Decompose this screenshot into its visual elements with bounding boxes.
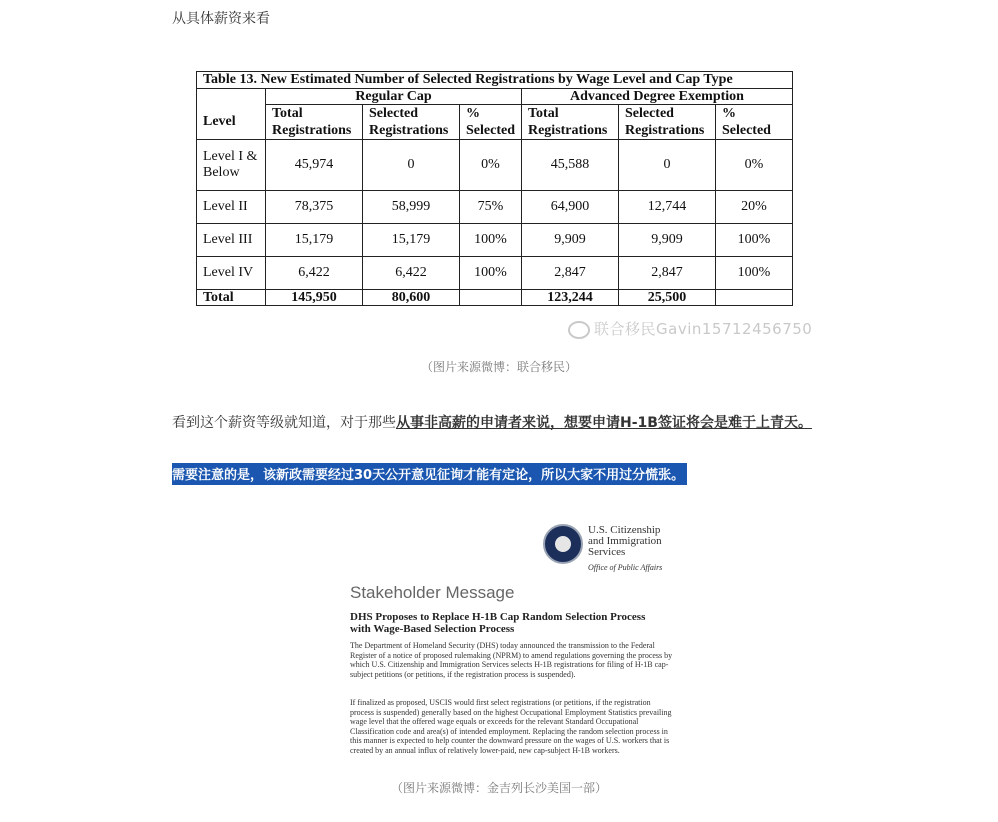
table-corner xyxy=(197,89,266,105)
notice-headline: DHS Proposes to Replace H-1B Cap Random Selection Process with Wage-Based Selection Process xyxy=(350,611,646,635)
table-cell: 9,909 xyxy=(521,224,618,257)
table-cell: 100% xyxy=(460,224,522,257)
table-cell: 25,500 xyxy=(618,290,715,306)
table-cell: 6,422 xyxy=(266,257,363,290)
weibo-icon xyxy=(568,321,590,339)
watermark-text: 联合移民Gavin15712456750 xyxy=(594,320,813,338)
table-cell: 20% xyxy=(715,191,792,224)
table-cell: 123,244 xyxy=(521,290,618,306)
agency-line: and Immigration xyxy=(588,535,662,547)
table-row xyxy=(197,224,793,257)
notice-body-1: The Department of Homeland Security (DHS) today announced the transmission to the Federal Register of a notice of proposed rulemaking (NPRM) to amend regulations governing the process by which U.S. Citizenship and Immigration Services selects H-1B registrations for filing of H-1B cap-subject petitions (or petitions, if the registration process is suspended). xyxy=(350,641,673,679)
table-cell: 12,744 xyxy=(618,191,715,224)
table-caption: Table 13. New Estimated Number of Selected Registrations by Wage Level and Cap Type xyxy=(197,72,793,89)
header-reg-selected: Selected Registrations xyxy=(363,105,460,140)
table-cell: 6,422 xyxy=(363,257,460,290)
paragraph-1-text: 看到这个薪资等级就知道，对于那些 xyxy=(172,415,396,431)
header-reg-total: Total Registrations xyxy=(266,105,363,140)
weibo-watermark xyxy=(568,318,812,339)
image-caption-2: （图片来源微博：金吉列长沙美国一部） xyxy=(390,781,607,795)
header-level: Level xyxy=(197,105,266,140)
stakeholder-title: Stakeholder Message xyxy=(350,583,515,602)
agency-line: U.S. Citizenship xyxy=(588,524,661,536)
paragraph-1 xyxy=(172,412,812,432)
office-name: Office of Public Affairs xyxy=(588,563,663,572)
table-cell: 0% xyxy=(460,140,522,191)
table-cell: 45,974 xyxy=(266,140,363,191)
table-cell: 0 xyxy=(363,140,460,191)
table-total-row xyxy=(197,290,793,306)
row-level: Level II xyxy=(197,191,266,224)
uscis-notice-image xyxy=(340,515,673,765)
table-cell: 9,909 xyxy=(618,224,715,257)
table-cell: 15,179 xyxy=(266,224,363,257)
group-advanced: Advanced Degree Exemption xyxy=(521,89,792,105)
group-regular: Regular Cap xyxy=(266,89,522,105)
row-level: Level IV xyxy=(197,257,266,290)
row-level: Level I & Below xyxy=(197,140,266,191)
header-adv-total: Total Registrations xyxy=(521,105,618,140)
table-row xyxy=(197,257,793,290)
dhs-seal-icon xyxy=(543,524,583,564)
header-reg-percent: % Selected xyxy=(460,105,522,140)
table-cell: 80,600 xyxy=(363,290,460,306)
wage-table xyxy=(196,71,793,306)
table-cell: 100% xyxy=(715,257,792,290)
agency-line: Services xyxy=(588,546,626,558)
agency-name xyxy=(588,525,662,573)
table-cell xyxy=(460,290,522,306)
row-level: Level III xyxy=(197,224,266,257)
table-cell: 0% xyxy=(715,140,792,191)
table-cell xyxy=(715,290,792,306)
table-cell: 100% xyxy=(460,257,522,290)
table-cell: 100% xyxy=(715,224,792,257)
table-cell: 145,950 xyxy=(266,290,363,306)
total-label: Total xyxy=(197,290,266,306)
header-adv-percent: % Selected xyxy=(715,105,792,140)
paragraph-2-highlight: 需要注意的是，该新政需要经过30天公开意见征询才能有定论，所以大家不用过分慌张。 xyxy=(172,463,687,485)
table-cell: 15,179 xyxy=(363,224,460,257)
table-cell: 75% xyxy=(460,191,522,224)
table-cell: 2,847 xyxy=(521,257,618,290)
table-cell: 45,588 xyxy=(521,140,618,191)
header-adv-selected: Selected Registrations xyxy=(618,105,715,140)
image-caption-1: （图片来源微博：联合移民） xyxy=(420,360,577,374)
paragraph-1-emphasis: 从事非高薪的申请者来说，想要申请H-1B签证将会是难于上青天。 xyxy=(396,415,812,431)
table-cell: 58,999 xyxy=(363,191,460,224)
wage-table-image xyxy=(180,60,830,350)
table-row xyxy=(197,191,793,224)
table-cell: 78,375 xyxy=(266,191,363,224)
table-cell: 2,847 xyxy=(618,257,715,290)
intro-text: 从具体薪资来看 xyxy=(172,11,270,27)
table-cell: 64,900 xyxy=(521,191,618,224)
notice-body-2: If finalized as proposed, USCIS would first select registrations (or petitions, if the registration process is suspended) generally based on the highest Occupational Employment Statistics prevailing wage level that the offered wage equals or exceeds for the relevant Standard Occupational Classification code and area(s) of intended employment. Replacing the random selection process in this manner is expected to help counter the downward pressure on the wages of U.S. workers that is created by an annual influx of relatively lower-paid, new cap-subject H-1B workers. xyxy=(350,698,672,755)
table-row xyxy=(197,140,793,191)
table-cell: 0 xyxy=(618,140,715,191)
